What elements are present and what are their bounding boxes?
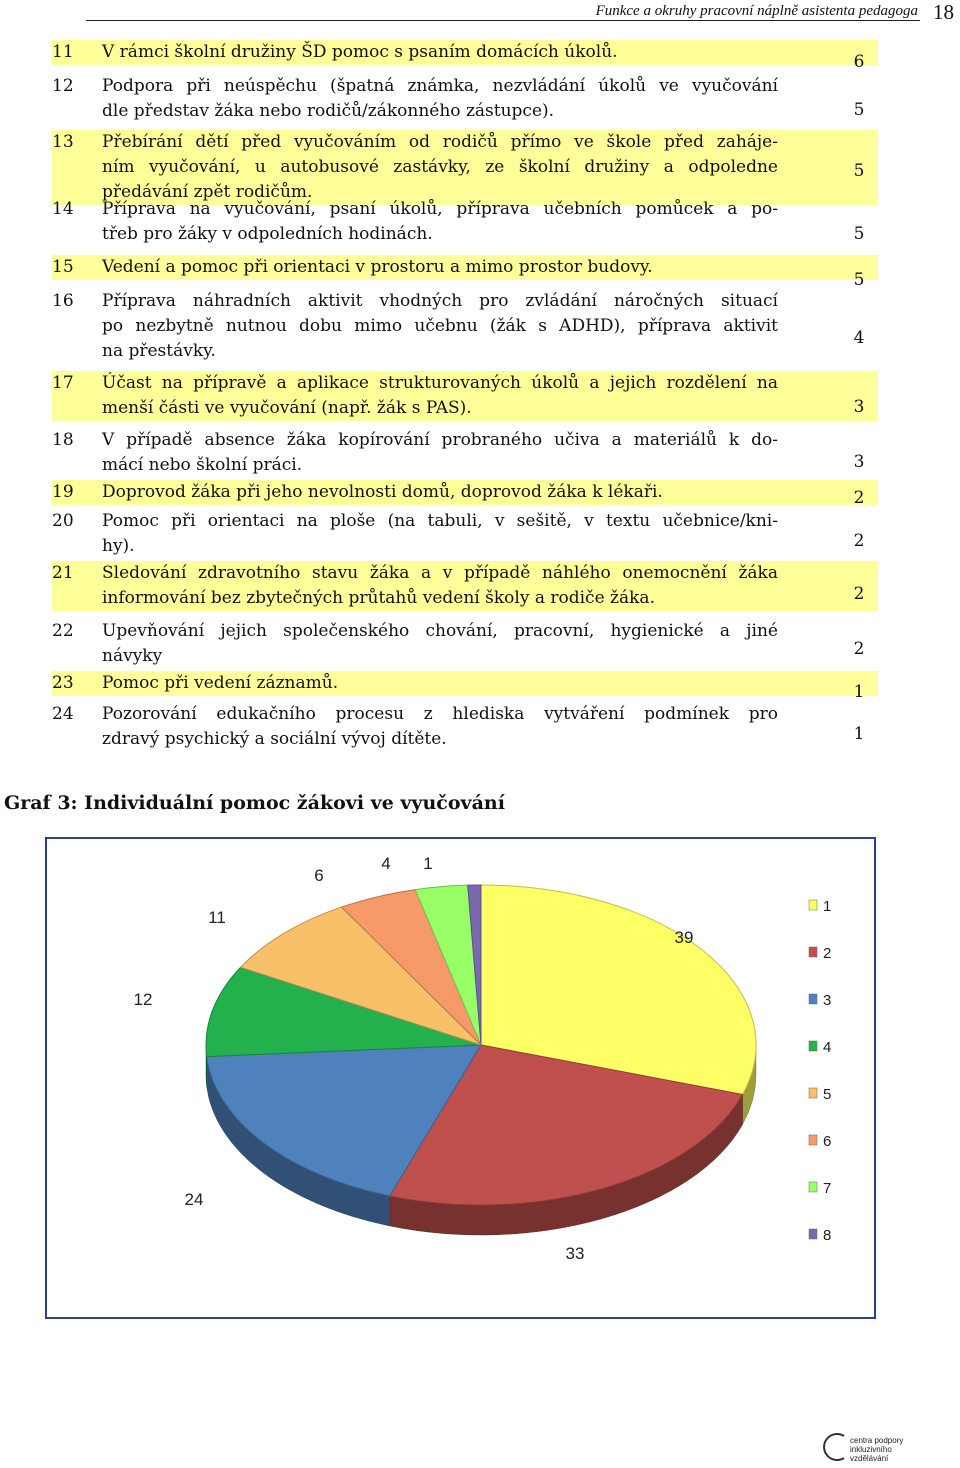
item-number: 17 bbox=[52, 373, 74, 393]
item-number: 12 bbox=[52, 76, 74, 96]
item-text-line: po nezbytně nutnou dobu mimo učebnu (žák s ADHD), příprava aktivit bbox=[102, 316, 778, 336]
list-item bbox=[0, 428, 960, 478]
list-item bbox=[0, 40, 960, 72]
item-text-line: Příprava na vyučování, psaní úkolů, příprava učebních pomůcek a po- bbox=[102, 199, 778, 219]
item-text-line: Účast na přípravě a aplikace strukturovaných úkolů a jejich rozdělení na bbox=[102, 373, 778, 393]
item-text bbox=[102, 40, 778, 65]
item-text bbox=[102, 561, 778, 611]
item-count: 5 bbox=[853, 100, 865, 120]
item-number: 24 bbox=[52, 704, 74, 724]
item-number: 13 bbox=[52, 132, 74, 152]
legend-label: 7 bbox=[823, 1180, 832, 1197]
item-text-line: předávání zpět rodičům. bbox=[102, 182, 313, 202]
item-count: 5 bbox=[853, 224, 865, 244]
item-text-line: Sledování zdravotního stavu žáka a v případě náhlého onemocnění žáka bbox=[102, 563, 778, 583]
item-text-line: Doprovod žáka při jeho nevolnosti domů, doprovod žáka k lékaři. bbox=[102, 482, 663, 502]
item-text bbox=[102, 130, 778, 205]
item-text-line: Podpora při neúspěchu (špatná známka, nezvládání úkolů ve vyučování bbox=[102, 76, 778, 96]
item-text bbox=[102, 619, 778, 669]
item-count: 5 bbox=[853, 270, 865, 290]
legend-swatch bbox=[809, 1229, 817, 1239]
page-header bbox=[0, 0, 960, 24]
item-count: 3 bbox=[853, 397, 865, 417]
chart-frame bbox=[45, 837, 876, 1319]
logo bbox=[822, 1430, 932, 1464]
item-number: 18 bbox=[52, 430, 74, 450]
item-text-line: Pozorování edukačního procesu z hlediska vytváření podmínek pro bbox=[102, 704, 778, 724]
item-text-line: menší části ve vyučování (např. žák s PAS). bbox=[102, 398, 472, 418]
pie-value-label: 39 bbox=[674, 928, 694, 947]
item-text-line: Přebírání dětí před vyučováním od rodičů přímo ve škole před zaháje- bbox=[102, 132, 778, 152]
item-text-line: Příprava náhradních aktivit vhodných pro zvládání náročných situací bbox=[102, 291, 778, 311]
item-number: 15 bbox=[52, 257, 74, 277]
legend-swatch bbox=[809, 1041, 817, 1051]
item-text bbox=[102, 289, 778, 364]
header-rule bbox=[86, 20, 920, 21]
item-number: 14 bbox=[52, 199, 74, 219]
pie-value-label: 1 bbox=[423, 854, 433, 873]
list-item bbox=[0, 561, 960, 611]
item-text-line: informování bez zbytečných průtahů vedení školy a rodiče žáka. bbox=[102, 588, 655, 608]
item-text bbox=[102, 74, 778, 124]
item-text-line: Upevňování jejich společenského chování, pracovní, hygienické a jiné bbox=[102, 621, 778, 641]
item-text bbox=[102, 371, 778, 421]
pie-value-label: 12 bbox=[133, 990, 153, 1009]
list-item bbox=[0, 671, 960, 702]
list-item bbox=[0, 289, 960, 364]
item-text bbox=[102, 255, 778, 280]
item-number: 16 bbox=[52, 291, 74, 311]
item-text bbox=[102, 702, 778, 752]
pie-value-label: 11 bbox=[208, 908, 226, 927]
list-item bbox=[0, 74, 960, 124]
item-count: 2 bbox=[853, 584, 865, 604]
item-text bbox=[102, 480, 778, 505]
item-count: 2 bbox=[853, 639, 865, 659]
legend-label: 5 bbox=[823, 1086, 832, 1103]
item-text bbox=[102, 509, 778, 559]
item-count: 3 bbox=[853, 452, 865, 472]
item-text-line: Pomoc při vedení záznamů. bbox=[102, 673, 339, 693]
item-count: 4 bbox=[853, 328, 865, 348]
item-count: 1 bbox=[853, 682, 865, 702]
item-text-line: hy). bbox=[102, 536, 135, 556]
legend-label: 1 bbox=[823, 898, 832, 915]
item-text-line: návyky bbox=[102, 646, 163, 666]
list-item bbox=[0, 130, 960, 205]
item-text bbox=[102, 428, 778, 478]
item-number: 22 bbox=[52, 621, 74, 641]
legend-label: 8 bbox=[823, 1227, 832, 1244]
pie-value-label: 4 bbox=[381, 854, 391, 873]
item-count: 1 bbox=[853, 724, 865, 744]
item-text-line: dle představ žáka nebo rodičů/zákonného zástupce). bbox=[102, 101, 555, 121]
item-text-line: ním vyučování, u autobusové zastávky, ze školní družiny a odpoledne bbox=[102, 157, 778, 177]
pie-value-label: 33 bbox=[565, 1244, 585, 1263]
logo-line-1: centra podpory bbox=[850, 1436, 904, 1445]
logo-mark-icon bbox=[822, 1430, 852, 1464]
legend-swatch bbox=[809, 1182, 817, 1192]
running-title: Funkce a okruhy pracovní náplně asistenta pedagoga bbox=[595, 3, 918, 19]
page-number: 18 bbox=[933, 0, 954, 24]
item-count: 5 bbox=[853, 161, 865, 181]
legend-swatch bbox=[809, 1135, 817, 1145]
list-item bbox=[0, 702, 960, 752]
item-count: 6 bbox=[853, 52, 865, 72]
legend-swatch bbox=[809, 994, 817, 1004]
legend-label: 2 bbox=[823, 945, 832, 962]
list-item bbox=[0, 619, 960, 669]
list-item bbox=[0, 480, 960, 508]
list-item bbox=[0, 197, 960, 247]
legend-swatch bbox=[809, 900, 817, 910]
item-text-line: Pomoc při orientaci na ploše (na tabuli, v sešitě, v textu učebnice/kni- bbox=[102, 511, 778, 531]
pie-chart bbox=[47, 839, 874, 1317]
item-text-line: Vedení a pomoc při orientaci v prostoru a mimo prostor budovy. bbox=[102, 257, 653, 277]
list-item bbox=[0, 255, 960, 290]
item-number: 21 bbox=[52, 563, 74, 583]
list-item bbox=[0, 371, 960, 421]
graph-caption: Graf 3: Individuální pomoc žákovi ve vyučování bbox=[4, 792, 505, 814]
legend-label: 4 bbox=[823, 1039, 832, 1056]
item-text-line: V případě absence žáka kopírování probraného učiva a materiálů k do- bbox=[102, 430, 778, 450]
item-text bbox=[102, 671, 778, 696]
pie-value-label: 6 bbox=[314, 866, 324, 885]
list-item bbox=[0, 509, 960, 559]
item-text-line: zdravý psychický a sociální vývoj dítěte. bbox=[102, 729, 447, 749]
item-number: 23 bbox=[52, 673, 74, 693]
pie-value-label: 24 bbox=[184, 1190, 204, 1209]
legend-label: 6 bbox=[823, 1133, 832, 1150]
legend-label: 3 bbox=[823, 992, 832, 1009]
legend-swatch bbox=[809, 947, 817, 957]
item-count: 2 bbox=[853, 531, 865, 551]
item-text bbox=[102, 197, 778, 247]
item-count: 2 bbox=[853, 488, 865, 508]
item-text-line: třeb pro žáky v odpoledních hodinách. bbox=[102, 224, 433, 244]
item-text-line: na přestávky. bbox=[102, 341, 216, 361]
item-number: 20 bbox=[52, 511, 74, 531]
item-text-line: mácí nebo školní práci. bbox=[102, 455, 303, 475]
item-text-line: V rámci školní družiny ŠD pomoc s psaním domácích úkolů. bbox=[102, 42, 618, 62]
item-number: 19 bbox=[52, 482, 74, 502]
logo-line-2: inkluzivního vzdělávání bbox=[850, 1445, 892, 1463]
item-number: 11 bbox=[52, 42, 74, 62]
legend-swatch bbox=[809, 1088, 817, 1098]
